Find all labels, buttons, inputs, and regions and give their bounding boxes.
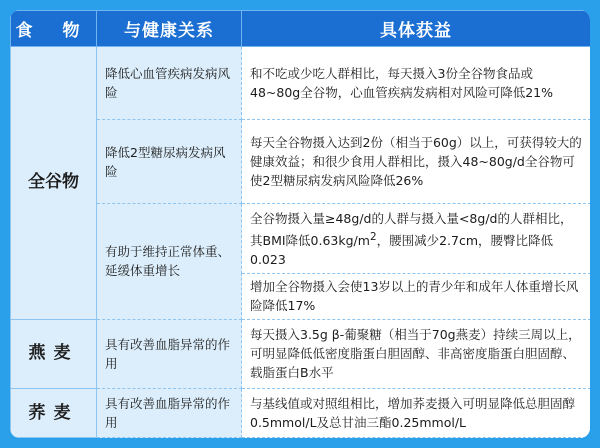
superscript: 2 (369, 230, 377, 243)
relation-cell: 降低2型糖尿病发病风险 (97, 119, 242, 204)
benefit-cell: 与基线值或对照组相比，增加荞麦摄入可明显降低总胆固醇0.5mmol/L及总甘油三酯0.25mmol/L (242, 389, 591, 438)
food-oat: 燕麦 (11, 319, 97, 389)
benefit-cell: 增加全谷物摄入会使13岁以上的青少年和成年人体重增长风险降低17% (242, 274, 591, 319)
table-row (11, 119, 591, 204)
relation-cell: 有助于维持正常体重、延缓体重增长 (97, 204, 242, 319)
header-relation: 与健康关系 (97, 11, 242, 47)
header-food: 食 物 (11, 11, 97, 47)
food-buckwheat: 荞麦 (11, 389, 97, 438)
relation-cell: 降低心血管疾病发病风险 (97, 46, 242, 119)
nutrition-table-card (10, 10, 590, 438)
benefit-text: 全谷物摄入量≥48g/d的人群与摄入量<8g/d的人群相比，其BMI降低0.63kg/m (250, 210, 573, 248)
header-benefit: 具体获益 (242, 11, 591, 47)
benefit-cell: 每天摄入3.5g β-葡聚糖（相当于70g燕麦）持续三周以上，可明显降低低密度脂蛋白胆固醇、非高密度脂蛋白胆固醇、载脂蛋白B水平 (242, 319, 591, 389)
food-whole-grain: 全谷物 (11, 46, 97, 319)
table-row (11, 389, 591, 438)
relation-cell: 具有改善血脂异常的作用 (97, 389, 242, 438)
table-row (11, 46, 591, 119)
health-benefit-table (10, 10, 590, 438)
benefit-cell (242, 204, 591, 274)
table-header-row (11, 11, 591, 47)
table-row (11, 319, 591, 389)
benefit-cell: 和不吃或少吃人群相比，每天摄入3份全谷物食品或48~80g全谷物，心血管疾病发病相对风险可降低21% (242, 46, 591, 119)
benefit-text: ，腰围减少2.7cm，腰臀比降低0.023 (250, 232, 554, 267)
table-row (11, 204, 591, 274)
benefit-cell: 每天全谷物摄入达到2份（相当于60g）以上，可获得较大的健康效益；和很少食用人群相比，摄入48~80g/d全谷物可使2型糖尿病发病风险降低26% (242, 119, 591, 204)
relation-cell: 具有改善血脂异常的作用 (97, 319, 242, 389)
